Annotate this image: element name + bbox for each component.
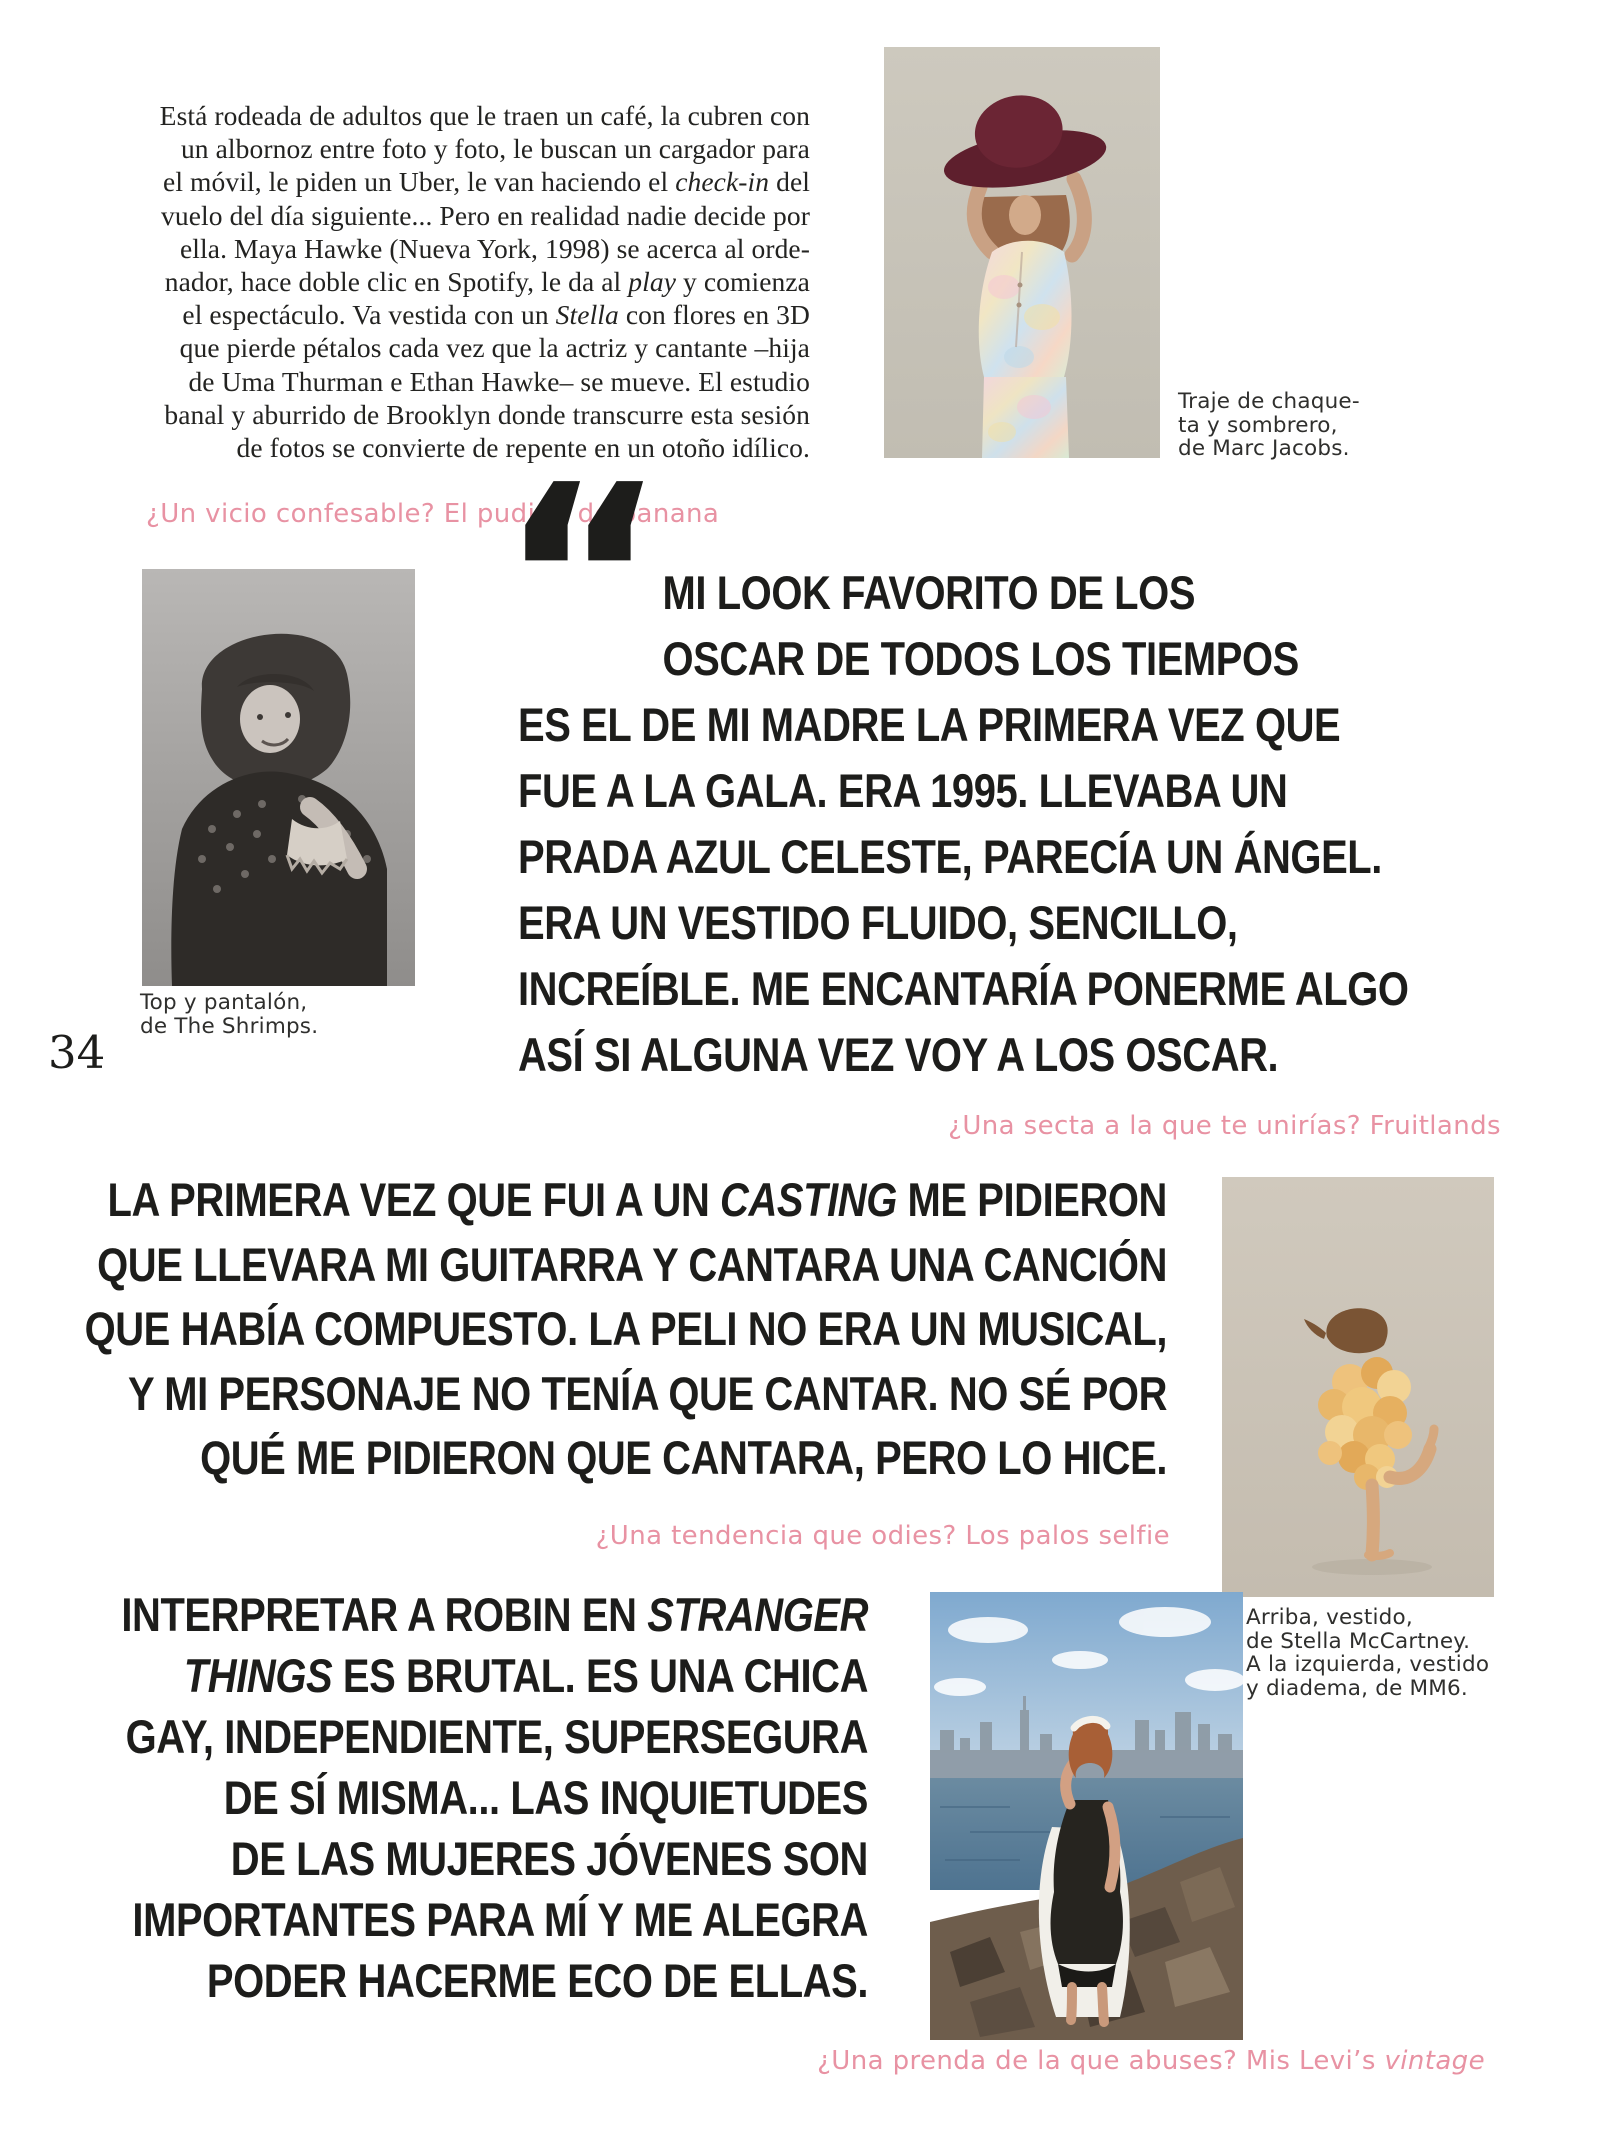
question-vicio: ¿Un vicio confesable? El puding de banana xyxy=(146,499,720,529)
pull-quote: MI LOOK FAVORITO DE LOS OSCAR DE TODOS LOS TIEMPOS ES EL DE MI MADRE LA PRIMERA VEZ QUE FUE A LA GALA. ERA 1995. LLEVABA UN PRADA AZUL CELESTE, PARECÍA UN ÁNGEL. ERA UN VESTIDO FLUIDO, SENCILLO, INCREÍBLE. ME ENCANTARÍA PONERME ALGO ASÍ SI ALGUNA VEZ VOY A LOS OSCAR. xyxy=(518,566,1409,1081)
photo-yellow-dress xyxy=(1222,1177,1494,1597)
paragraph-casting: LA PRIMERA VEZ QUE FUI A UN CASTING ME PIDIERON QUE LLEVARA MI GUITARRA Y CANTARA UNA CANCIÓN QUE HABÍA COMPUESTO. LA PELI NO ERA UN MUSICAL, Y MI PERSONAJE NO TENÍA QUE CANTAR. NO SÉ POR QUÉ ME PIDIERON QUE CANTARA, PERO LO HICE. xyxy=(84,1173,1168,1484)
photo-bw-portrait xyxy=(142,569,415,986)
intro-paragraph: Está rodeada de adultos que le traen un café, la cubren con un albornoz entre foto y foto, le buscan un cargador para el móvil, le piden un Uber, le van haciendo el check-in del vuelo del día siguiente... Pero en realidad nadie decide por ella. Maya Hawke (Nueva York, 1998) se acerca al orde- nador, hace doble clic en Spotify, le da al play y comienza el espectáculo. Va vestida con un Stella con flores en 3D que pierde pétalos cada vez que la actriz y cantante –hija de Uma Thurman e Ethan Hawke– se mueve. El estudio banal y aburrido de Brooklyn donde transcurre esta sesión de fotos se convierte de repente en un otoño idílico. xyxy=(159,100,810,464)
paragraph-stranger-things: INTERPRETAR A ROBIN EN STRANGER THINGS ES BRUTAL. ES UNA CHICA GAY, INDEPENDIENTE, SUPERSEGURA DE SÍ MISMA... LAS INQUIETUDES DE LAS MUJERES JÓVENES SON IMPORTANTES PARA MÍ Y ME ALEGRA PODER HACERME ECO DE ELLAS. xyxy=(121,1588,869,2007)
photo-pastel-suit xyxy=(884,47,1160,458)
quote-mark-icon: “ xyxy=(499,431,659,728)
page-number: 34 xyxy=(48,1026,106,1079)
caption-stella-mccartney: Arriba, vestido, de Stella McCartney. A la izquierda, vestido y diadema, de MM6. xyxy=(1246,1605,1490,1701)
caption-the-shrimps: Top y pantalón, de The Shrimps. xyxy=(140,990,319,1039)
question-prenda: ¿Una prenda de la que abuses? Mis Levi’s vintage xyxy=(817,2046,1485,2076)
caption-marc-jacobs: Traje de chaque- ta y sombrero, de Marc Jacobs. xyxy=(1178,389,1360,461)
photo-seaside xyxy=(930,1592,1243,2040)
question-tendencia: ¿Una tendencia que odies? Los palos selfie xyxy=(595,1521,1170,1551)
question-secta: ¿Una secta a la que te unirías? Fruitlands xyxy=(948,1111,1501,1141)
